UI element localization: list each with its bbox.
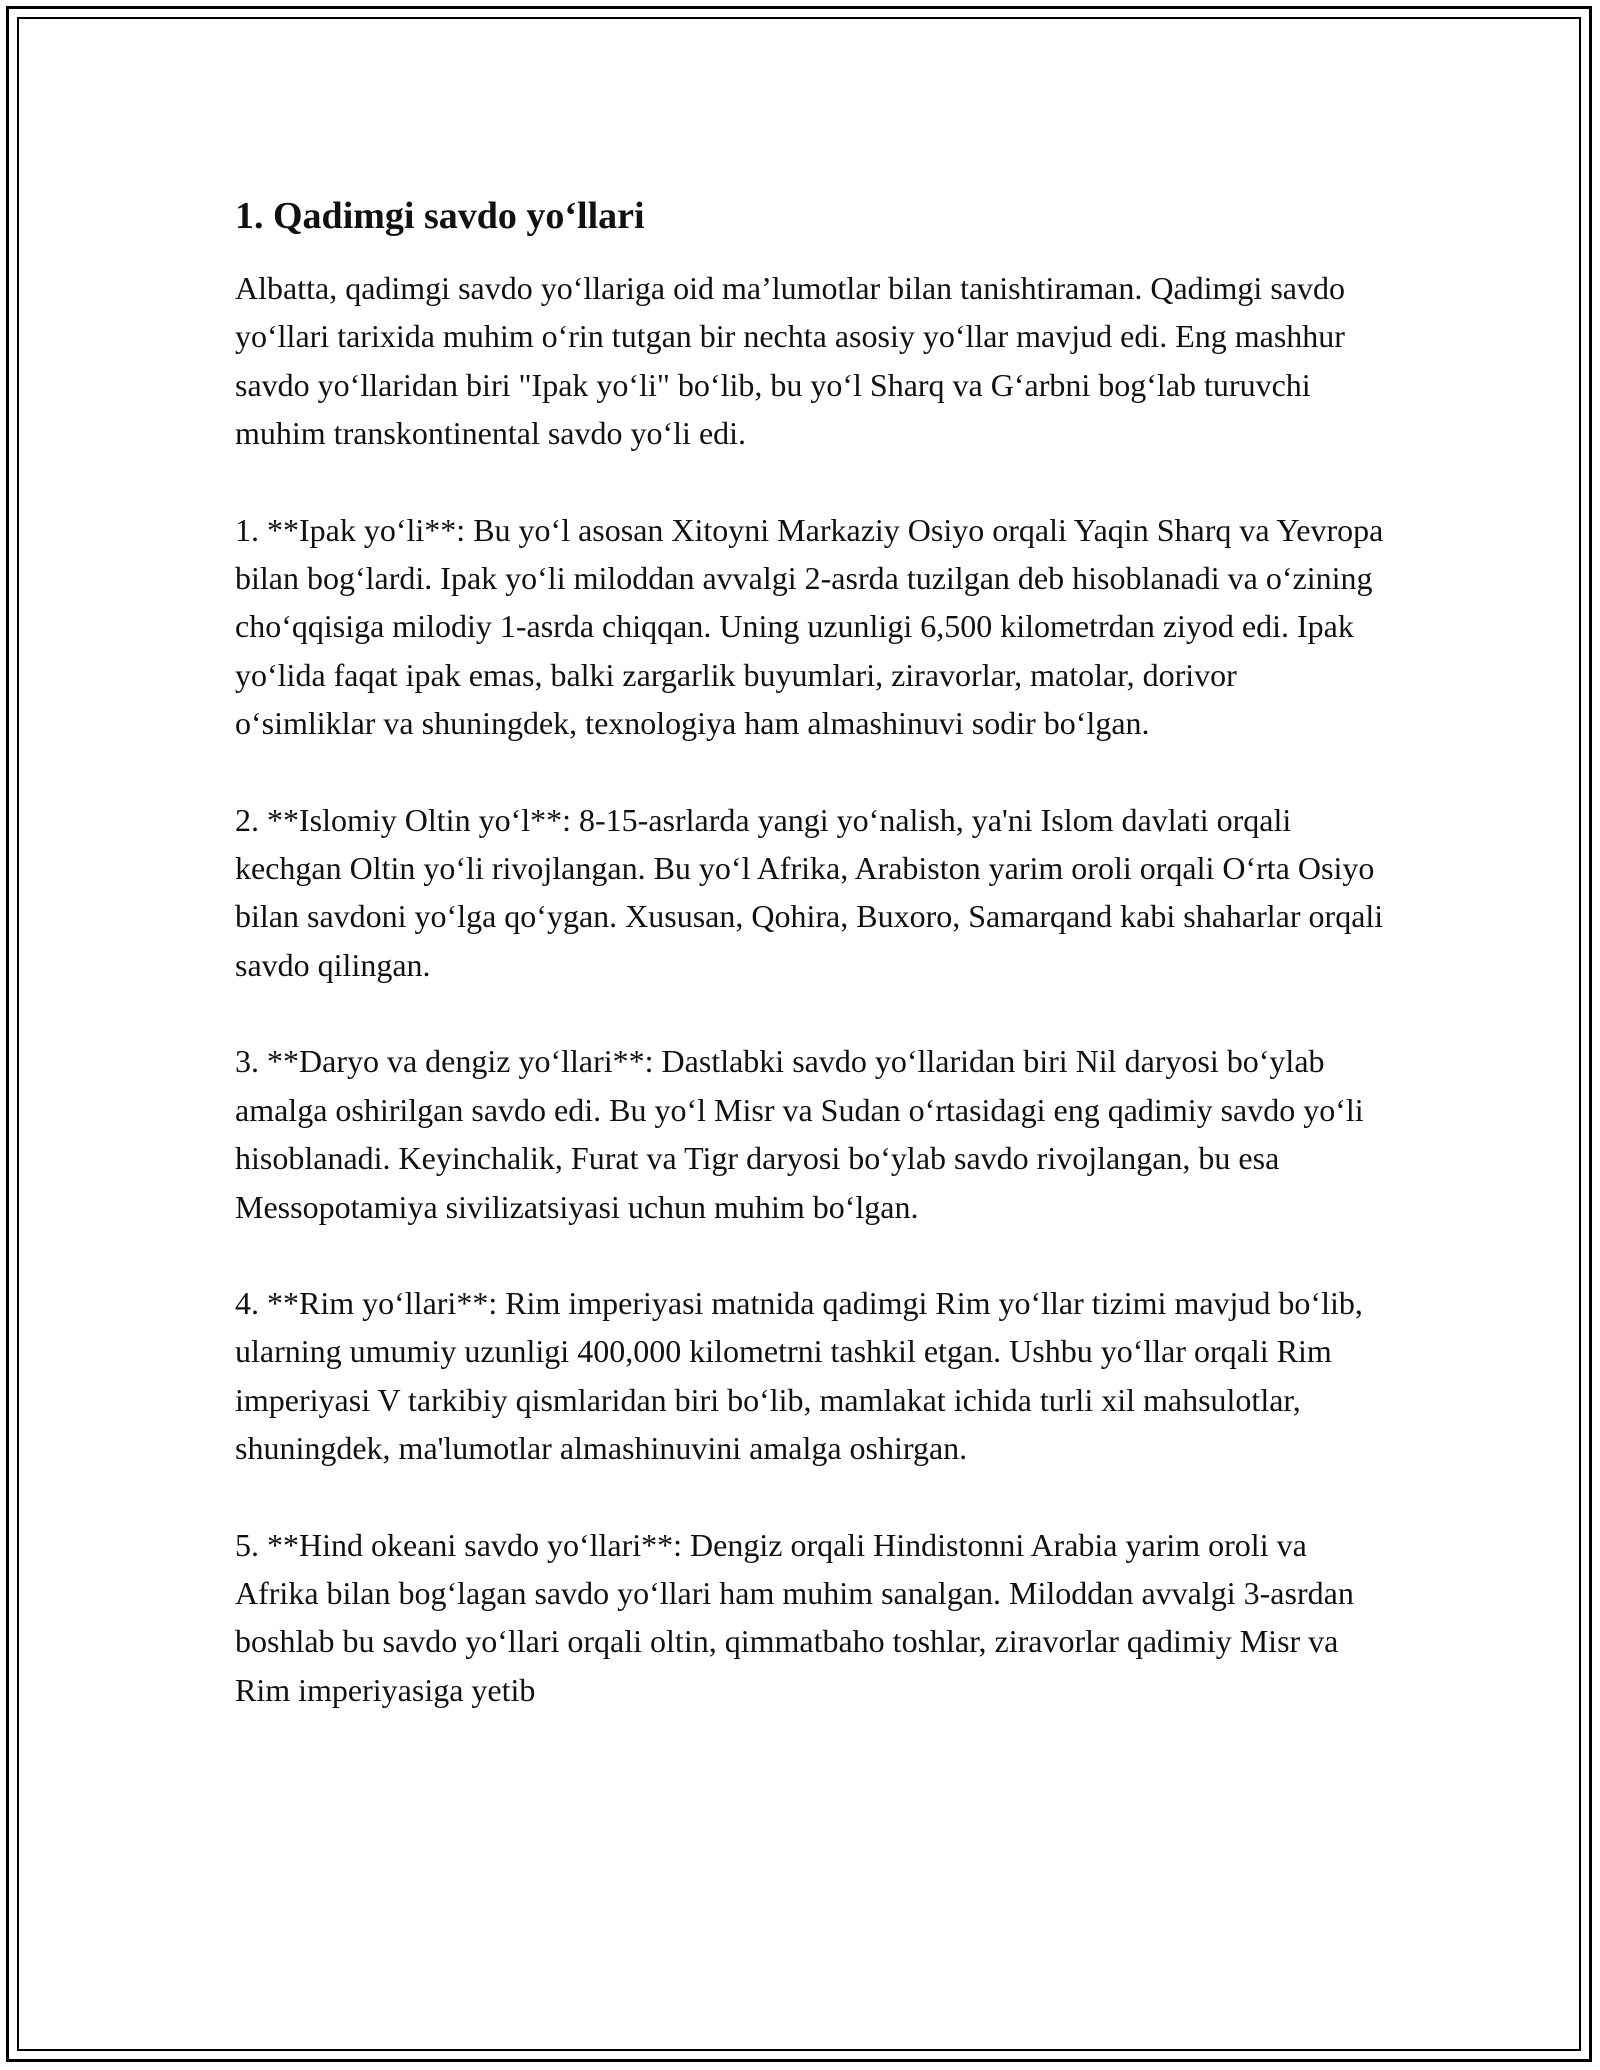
paragraph-roman-roads: 4. **Rim yo‘llari**: Rim imperiyasi matnida qadimgi Rim yo‘llar tizimi mavjud bo‘lib, ularning umumiy uzunligi 400,000 kilometrni tashkil etgan. Ushbu yo‘llar orqali Rim imperiyasi V tarkibiy qismlaridan biri bo‘lib, mamlakat ichida turli xil mahsulotlar, shuningdek, ma'lumotlar almashinuvini amalga oshirgan.	[235, 1284, 1363, 1467]
paragraph-islamic-golden-road: 2. **Islomiy Oltin yo‘l**: 8-15-asrlarda yangi yo‘nalish, ya'ni Islom davlati orqali kechgan Oltin yo‘li rivojlangan. Bu yo‘l Afrika, Arabiston yarim oroli orqali O‘rta Osiyo bilan savdoni yo‘lga qo‘ygan. Xususan, Qohira, Buxoro, Samarqand kabi shaharlar orqali savdo qilingan.	[235, 801, 1384, 983]
paragraph-river-sea-routes: 3. **Daryo va dengiz yo‘llari**: Dastlabki savdo yo‘llaridan biri Nil daryosi bo‘ylab amalga oshirilgan savdo edi. Bu yo‘l Misr va Sudan o‘rtasidagi eng qadimiy savdo yo‘li hisoblanadi. Keyinchalik, Furat va Tigr daryosi bo‘ylab savdo rivojlangan, bu esa Messopotamiya sivilizatsiyasi uchun muhim bo‘lgan.	[235, 1043, 1364, 1225]
paragraph-indian-ocean-routes: 5. **Hind okeani savdo yo‘llari**: Dengiz orqali Hindistonni Arabia yarim oroli va Afrika bilan bog‘lagan savdo yo‘llari ham muhim sanalgan. Miloddan avvalgi 3-asrdan boshlab bu savdo yo‘llari orqali oltin, qimmatbaho toshlar, ziravorlar qadimiy Misr va Rim imperiyasiga yetib	[235, 1526, 1354, 1708]
section-heading: 1. Qadimgi savdo yo‘llari	[235, 195, 645, 237]
document-body	[235, 190, 1385, 1762]
paragraph-silk-road: 1. **Ipak yo‘li**: Bu yo‘l asosan Xitoyni Markaziy Osiyo orqali Yaqin Sharq va Yevropa bilan bog‘lardi. Ipak yo‘li miloddan avvalgi 2-asrda tuzilgan deb hisoblanadi va o‘zining cho‘qqisiga milodiy 1-asrda chiqqan. Uning uzunligi 6,500 kilometrdan ziyod edi. Ipak yo‘lida faqat ipak emas, balki zargarlik buyumlari, ziravorlar, matolar, dorivor o‘simliklar va shuningdek, texnologiya ham almashinuvi sodir bo‘lgan.	[235, 511, 1384, 742]
paragraph-intro: Albatta, qadimgi savdo yo‘llariga oid ma’lumotlar bilan tanishtiraman. Qadimgi savdo yo‘llari tarixida muhim o‘rin tutgan bir nechta asosiy yo‘llar mavjud edi. Eng mashhur savdo yo‘llaridan biri "Ipak yo‘li" bo‘lib, bu yo‘l Sharq va G‘arbni bog‘lab turuvchi muhim transkontinental savdo yo‘li edi.	[235, 270, 1345, 452]
